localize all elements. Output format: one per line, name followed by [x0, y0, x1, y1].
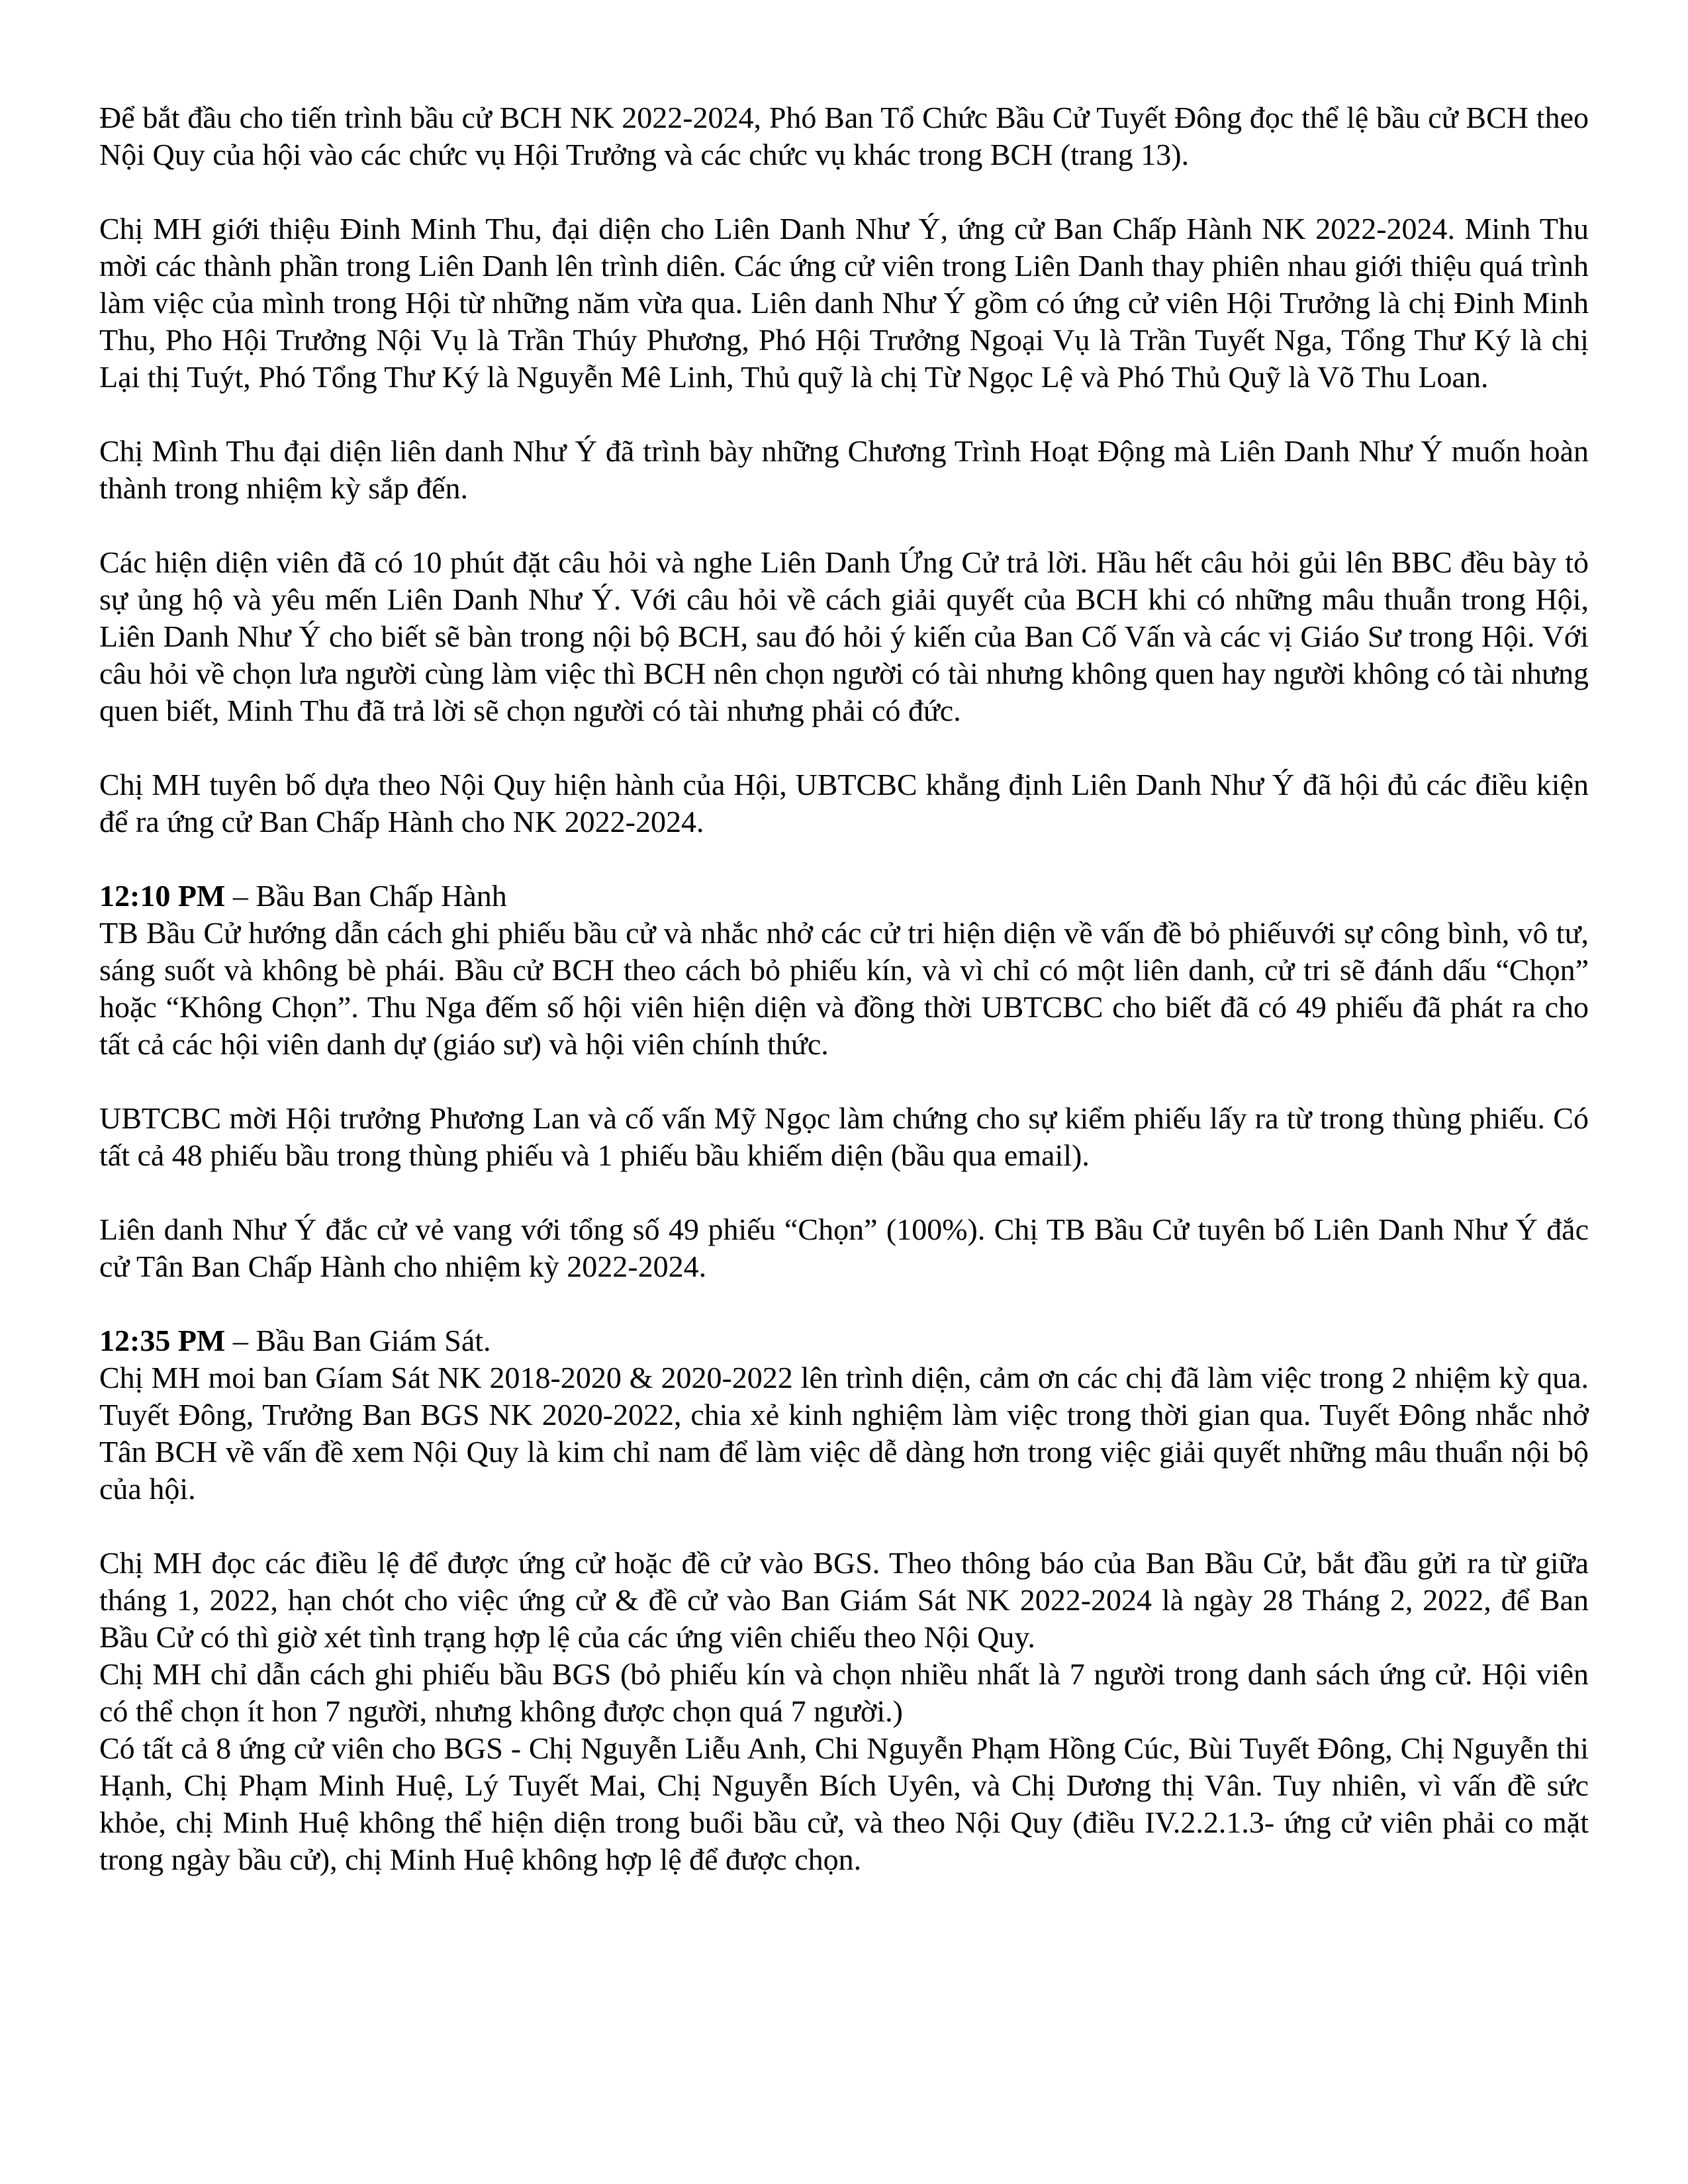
section-time: 12:35 PM [99, 1324, 226, 1357]
section-title: – Bầu Ban Chấp Hành [225, 879, 507, 913]
document-page [99, 99, 1589, 1878]
paragraph-election-rules: Để bắt đầu cho tiến trình bầu cử BCH NK 2022-2024, Phó Ban Tổ Chức Bầu Cử Tuyết Đông đọc thể lệ bầu cử BCH theo Nội Quy của hội vào các chức vụ Hội Trưởng và các chức vụ khác trong BCH (trang 13). [99, 101, 1589, 171]
paragraph-questions-answers: Các hiện diện viên đã có 10 phút đặt câu hỏi và nghe Liên Danh Ứng Cử trả lời. Hầu hết câu hỏi gủi lên BBC đều bày tỏ sự ủng hộ và yêu mến Liên Danh Như Ý. Với câu hỏi về cách giải quyết của BCH khi có những mâu thuẫn trong Hội, Liên Danh Như Ý cho biết sẽ bàn trong nội bộ BCH, sau đó hỏi ý kiến của Ban Cố Vấn và các vị Giáo Sư trong Hội. Với câu hỏi về chọn lưa người cùng làm việc thì BCH nên chọn người có tài nhưng không quen hay người không có tài nhưng quen biết, Minh Thu đã trả lời sẽ chọn người có tài nhưng phải có đức. [99, 545, 1589, 727]
section-heading-bgs-election [99, 1322, 1589, 1359]
section-title: – Bầu Ban Giám Sát. [225, 1324, 491, 1357]
section-heading-bch-election [99, 878, 1589, 915]
paragraph-bgs-candidates: Có tất cả 8 ứng cử viên cho BGS - Chị Nguyễn Liễu Anh, Chi Nguyễn Phạm Hồng Cúc, Bùi Tuyết Đông, Chị Nguyễn thi Hạnh, Chị Phạm Minh Huệ, Lý Tuyết Mai, Chị Nguyễn Bích Uyên, và Chị Dương thị Vân. Tuy nhiên, vì vấn đề sức khỏe, chị Minh Huệ không thể hiện diện trong buổi bầu cử, và theo Nội Quy (điều IV.2.2.1.3- ứng cử viên phải co mặt trong ngày bầu cử), chị Minh Huệ không hợp lệ để được chọn. [99, 1731, 1589, 1876]
paragraph-candidate-introduction: Chị MH giới thiệu Đinh Minh Thu, đại diện cho Liên Danh Như Ý, ứng cử Ban Chấp Hành NK 2022-2024. Minh Thu mời các thành phần trong Liên Danh lên trình diên. Các ứng cử viên trong Liên Danh thay phiên nhau giới thiệu quá trình làm việc của mình trong Hội từ những năm vừa qua. Liên danh Như Ý gồm có ứng cử viên Hội Trưởng là chị Đinh Minh Thu, Pho Hội Trưởng Nội Vụ là Trần Thúy Phương, Phó Hội Trưởng Ngoại Vụ là Trần Tuyết Nga, Tổng Thư Ký là chị Lại thị Tuýt, Phó Tổng Thư Ký là Nguyễn Mê Linh, Thủ quỹ là chị Từ Ngọc Lệ và Phó Thủ Quỹ là Võ Thu Loan. [99, 212, 1589, 394]
paragraph-program-presentation: Chị Mình Thu đại diện liên danh Như Ý đã trình bày những Chương Trình Hoạt Động mà Liên Danh Như Ý muốn hoàn thành trong nhiệm kỳ sắp đến. [99, 434, 1589, 505]
paragraph-supervisory-board-thanks: Chị MH moi ban Gíam Sát NK 2018-2020 & 2020-2022 lên trình diện, cảm ơn các chị đã làm việc trong 2 nhiệm kỳ qua. Tuyết Đông, Trưởng Ban BGS NK 2020-2022, chia xẻ kinh nghiệm làm việc trong thời gian qua. Tuyết Đông nhắc nhở Tân BCH về vấn đề xem Nội Quy là kim chỉ nam để làm việc dễ dàng hơn trong việc giải quyết những mâu thuẩn nội bộ của hội. [99, 1361, 1589, 1506]
paragraph-bgs-rules: Chị MH đọc các điều lệ để được ứng cử hoặc đề cử vào BGS. Theo thông báo của Ban Bầu Cử, bắt đầu gửi ra từ giữa tháng 1, 2022, hạn chót cho việc ứng cử & đề cử vào Ban Giám Sát NK 2022-2024 là ngày 28 Tháng 2, 2022, để Ban Bầu Cử có thì giờ xét tình trạng hợp lệ của các ứng viên chiếu theo Nội Quy. [99, 1546, 1589, 1654]
paragraph-election-result: Liên danh Như Ý đắc cử vẻ vang với tổng số 49 phiếu “Chọn” (100%). Chị TB Bầu Cử tuyên bố Liên Danh Như Ý đắc cử Tân Ban Chấp Hành cho nhiệm kỳ 2022-2024. [99, 1212, 1589, 1283]
paragraph-ballot-count: UBTCBC mời Hội trưởng Phương Lan và cố vấn Mỹ Ngọc làm chứng cho sự kiểm phiếu lấy ra từ trong thùng phiếu. Có tất cả 48 phiếu bầu trong thùng phiếu và 1 phiếu bầu khiếm diện (bầu qua email). [99, 1101, 1589, 1172]
paragraph-eligibility-confirmation: Chị MH tuyên bố dựa theo Nội Quy hiện hành của Hội, UBTCBC khẳng định Liên Danh Như Ý đã hội đủ các điều kiện để ra ứng cử Ban Chấp Hành cho NK 2022-2024. [99, 768, 1589, 839]
paragraph-bgs-ballot-instructions: Chị MH chỉ dẫn cách ghi phiếu bầu BGS (bỏ phiếu kín và chọn nhiều nhất là 7 người trong danh sách ứng cử. Hội viên có thể chọn ít hon 7 người, nhưng không được chọn quá 7 người.) [99, 1657, 1589, 1728]
paragraph-voting-instructions: TB Bầu Cử hướng dẫn cách ghi phiếu bầu cử và nhắc nhở các cử tri hiện diện về vấn đề bỏ phiếuvới sự công bình, vô tư, sáng suốt và không bè phái. Bầu cử BCH theo cách bỏ phiếu kín, và vì chỉ có một liên danh, cử tri sẽ đánh dấu “Chọn” hoặc “Không Chọn”. Thu Nga đếm số hội viên hiện diện và đồng thời UBTCBC cho biết đã có 49 phiếu đã phát ra cho tất cả các hội viên danh dự (giáo sư) và hội viên chính thức. [99, 916, 1589, 1061]
section-time: 12:10 PM [99, 879, 226, 913]
